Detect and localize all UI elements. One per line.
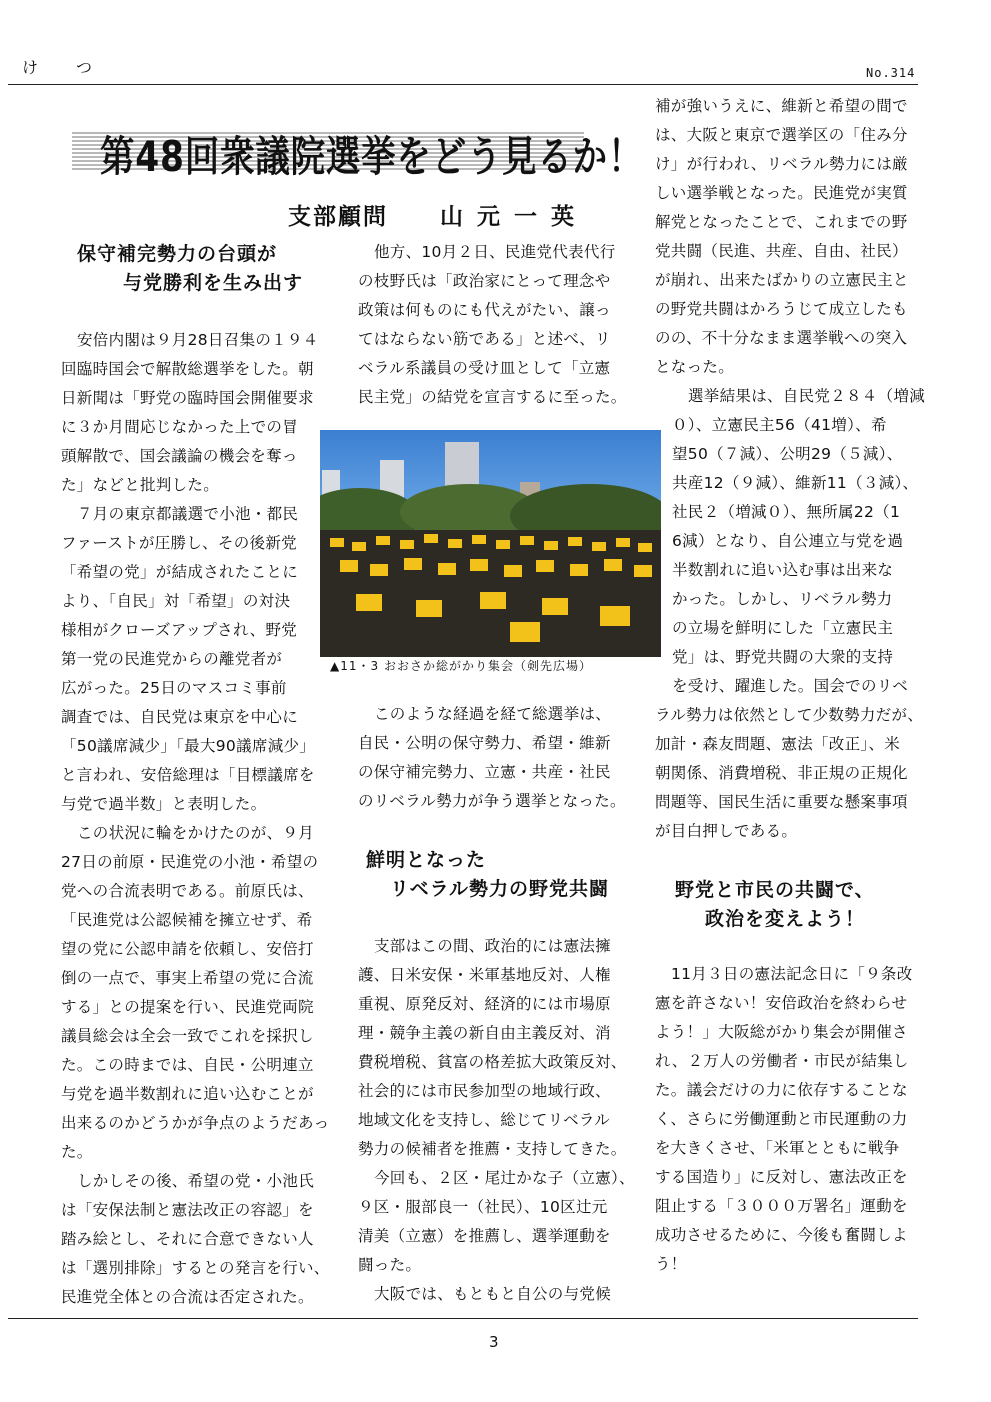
heading-line: 野党と市民の共闘で、 (675, 879, 875, 901)
column-3-text-top (655, 92, 909, 382)
text-line: は「安保法制と憲法改正の容認」を (61, 1201, 314, 1219)
text-line: よう！」大阪総がかり集会が開催さ (655, 1023, 908, 1041)
text-line: 大阪では、もともと自公の与党候 (374, 1285, 612, 1303)
text-line: 「50議席減少」「最大90議席減少」 (61, 737, 316, 755)
text-line: 日新聞は「野党の臨時国会開催要求 (61, 389, 314, 407)
text-line: 6減）となり、自公連立与党を過 (672, 532, 904, 550)
text-line: た。この時までは、自民・公明連立 (61, 1056, 314, 1074)
text-line: の保守補完勢力、立憲・共産・社民 (358, 763, 611, 781)
text-line: の枝野氏は「政治家にとって理念や (358, 272, 611, 290)
text-line: け」が行われ、リベラル勢力には厳 (655, 155, 908, 173)
column-2-text-top (358, 238, 627, 412)
byline-name: 山元一英 (440, 204, 588, 230)
header-rule (8, 84, 918, 85)
article-title-block (72, 118, 644, 188)
text-line: 支部はこの間、政治的には憲法擁 (374, 937, 612, 955)
text-line: 党への合流表明である。前原氏は、 (61, 882, 314, 900)
text-line: 半数割れに追い込む事は出来な (672, 561, 894, 579)
text-line: が目白押しである。 (655, 822, 798, 840)
heading-line: 鮮明となった (366, 849, 487, 871)
text-line: 民進党全体との合流は否定された。 (61, 1288, 314, 1306)
rally-photo-image (320, 430, 661, 657)
text-line: た」などと批判した。 (61, 476, 220, 494)
text-line: た。 (61, 1143, 93, 1161)
text-line: 与党を過半数割れに追い込むことが (61, 1085, 314, 1103)
text-line: 重視、原発反対、経済的には市場原 (358, 995, 611, 1013)
text-line: ７月の東京都議選で小池・都民 (77, 505, 299, 523)
text-line: 清美（立憲）を推薦し、選挙運動を (358, 1227, 611, 1245)
text-line: 議員総会は全会一致でこれを採択し (61, 1027, 314, 1045)
text-line: た。議会だけの力に依存することな (655, 1081, 908, 1099)
photo-caption: ▲11・3 おおさか総がかり集会（剣先広場） (330, 659, 592, 673)
text-line: 共産12（９減）、維新11（３減）、 (672, 474, 919, 492)
text-line: 踏み絵とし、それに合意できない人 (61, 1230, 314, 1248)
text-line: 出来るのかどうかが争点のようだあっ (61, 1114, 330, 1132)
text-line: 今回も、２区・尾辻かな子（立憲）、 (374, 1169, 635, 1187)
text-line: 「民進党は公認候補を擁立せず、希 (61, 911, 313, 929)
rally-photo (320, 430, 661, 657)
text-line: ９区・服部良一（社民）、10区辻元 (358, 1198, 608, 1216)
byline (288, 198, 588, 231)
text-line: 勢力の候補者を推薦・支持してきた。 (358, 1140, 627, 1158)
text-line: 費税増税、貧富の格差拡大政策反対、 (358, 1053, 627, 1071)
text-line: しい選挙戦となった。民進党が実質 (655, 184, 908, 202)
text-line: より、「自民」対「希望」の対決 (61, 592, 291, 610)
section-heading-2 (366, 846, 609, 904)
text-line: 回臨時国会で解散総選挙をした。朝 (61, 360, 314, 378)
column-2-text-bottom (358, 932, 635, 1309)
text-line: の立場を鮮明にした「立憲民主 (672, 619, 894, 637)
text-line: 11月３日の憲法記念日に「９条改 (671, 965, 913, 983)
text-line: は、大阪と東京で選挙区の「住み分 (655, 126, 908, 144)
text-line: 27日の前原・民進党の小池・希望の (61, 853, 319, 871)
text-line: 広がった。25日のマスコミ事前 (61, 679, 287, 697)
text-line: ０）、立憲民主56（41増）、希 (672, 416, 887, 434)
column-3-text-bottom (655, 960, 913, 1279)
text-line: を大きくさせ、「米軍とともに戦争 (655, 1139, 900, 1157)
text-line: この状況に輪をかけたのが、９月 (77, 824, 315, 842)
text-line: 理・競争主義の新自由主義反対、消 (358, 1024, 611, 1042)
text-line: てはならない筋である」と述べ、リ (358, 330, 611, 348)
text-line: ベラル系議員の受け皿として「立憲 (358, 359, 611, 377)
text-line: 党共闘（民進、共産、自由、社民） (655, 242, 908, 260)
text-line: 選挙結果は、自民党２８４（増減 (688, 387, 926, 405)
text-line: 護、日米安保・米軍基地反対、人権 (358, 966, 611, 984)
text-line: 阻止する「３０００万署名」運動を (655, 1197, 908, 1215)
text-line: 「希望の党」が結成されたことに (61, 563, 299, 581)
text-line: 様相がクローズアップされ、野党 (61, 621, 298, 639)
text-line: 問題等、国民生活に重要な懸案事項 (655, 793, 908, 811)
text-line: に３か月間応じなかった上での冒 (61, 418, 299, 436)
text-line: 安倍内閣は９月28日召集の１９４ (77, 331, 319, 349)
text-line: 解党となったことで、これまでの野 (655, 213, 908, 231)
text-line: 与党で過半数」と表明した。 (61, 795, 267, 813)
column-3-text-narrow (672, 382, 925, 701)
text-line: れ、２万人の労働者・市民が結集し (655, 1052, 909, 1070)
text-line: 闘った。 (358, 1256, 422, 1274)
section-heading-1 (77, 240, 303, 298)
text-line: ファーストが圧勝し、その後新党 (61, 534, 297, 552)
text-line: は「選別排除」するとの発言を行い、 (61, 1259, 330, 1277)
text-line: このような経過を経て総選挙は、 (374, 705, 612, 723)
text-line: 他方、10月２日、民進党代表代行 (374, 243, 616, 261)
text-line: う！ (655, 1255, 687, 1273)
text-line: する国造り」に反対し、憲法改正を (655, 1168, 908, 1186)
text-line: が崩れ、出来たばかりの立憲民主と (655, 271, 909, 289)
text-line: と言われ、安倍総理は「目標議席を (61, 766, 315, 784)
text-line: 第一党の民進党からの離党者が (61, 650, 283, 668)
text-line: 自民・公明の保守勢力、希望・維新 (358, 734, 611, 752)
text-line: 政策は何ものにも代えがたい、譲っ (358, 301, 611, 319)
text-line: となった。 (655, 358, 735, 376)
text-line: する」との提案を行い、民進党両院 (61, 998, 314, 1016)
text-line: のリベラル勢力が争う選挙となった。 (358, 792, 626, 810)
section-heading-3 (675, 876, 875, 934)
article-title: 第48回衆議院選挙をどう見るか！ (100, 132, 644, 181)
column-1-text (61, 326, 330, 1312)
heading-line: 保守補完勢力の台頭が (77, 243, 278, 265)
text-line: く、さらに労働運動と市民運動の力 (655, 1110, 908, 1128)
text-line: 憲を許さない！安倍政治を終わらせ (655, 994, 908, 1012)
page-number: 3 (489, 1333, 499, 1351)
text-line: のの、不十分なまま選挙戦への突入 (655, 329, 908, 347)
running-header-title: けつ (22, 58, 131, 77)
text-line: 成功させるために、今後も奮闘しよ (655, 1226, 908, 1244)
heading-line: 与党勝利を生み出す (123, 272, 304, 294)
byline-role: 支部顧問 (288, 204, 388, 230)
footer-rule (8, 1318, 918, 1319)
text-line: 朝関係、消費増税、非正規の正規化 (655, 764, 908, 782)
text-line: 頭解散で、国会議論の機会を奪っ (61, 447, 298, 465)
text-line: 望の党に公認申請を依頼し、安倍打 (61, 940, 314, 958)
text-line: 党」は、野党共闘の大衆的支持 (672, 648, 894, 666)
text-line: 加計・森友問題、憲法「改正」、米 (655, 735, 901, 753)
text-line: 調査では、自民党は東京を中心に (61, 708, 299, 726)
text-line: 補が強いうえに、維新と希望の間で (655, 97, 908, 115)
column-2-text-middle (358, 700, 626, 816)
text-line: かった。しかし、リベラル勢力 (672, 590, 893, 608)
text-line: 民主党」の結党を宣言するに至った。 (358, 388, 627, 406)
issue-number: No.314 (866, 66, 916, 80)
heading-line: 政治を変えよう！ (705, 908, 866, 930)
heading-line: リベラル勢力の野党共闘 (390, 878, 610, 900)
text-line: 社民２（増減０）、無所属22（1 (672, 503, 901, 521)
text-line: を受け、躍進した。国会でのリベ (672, 677, 909, 695)
text-line: ラル勢力は依然として少数勢力だが、 (655, 706, 924, 724)
text-line: 望50（７減）、公明29（５減）、 (672, 445, 903, 463)
text-line: 倒の一点で、事実上希望の党に合流 (61, 969, 314, 987)
text-line: 地域文化を支持し、総じてリベラル (358, 1111, 611, 1129)
column-3-text-wide (655, 701, 923, 846)
text-line: しかしその後、希望の党・小池氏 (77, 1172, 315, 1190)
text-line: 社会的には市民参加型の地域行政、 (358, 1082, 611, 1100)
text-line: の野党共闘はかろうじて成立したも (655, 300, 908, 318)
